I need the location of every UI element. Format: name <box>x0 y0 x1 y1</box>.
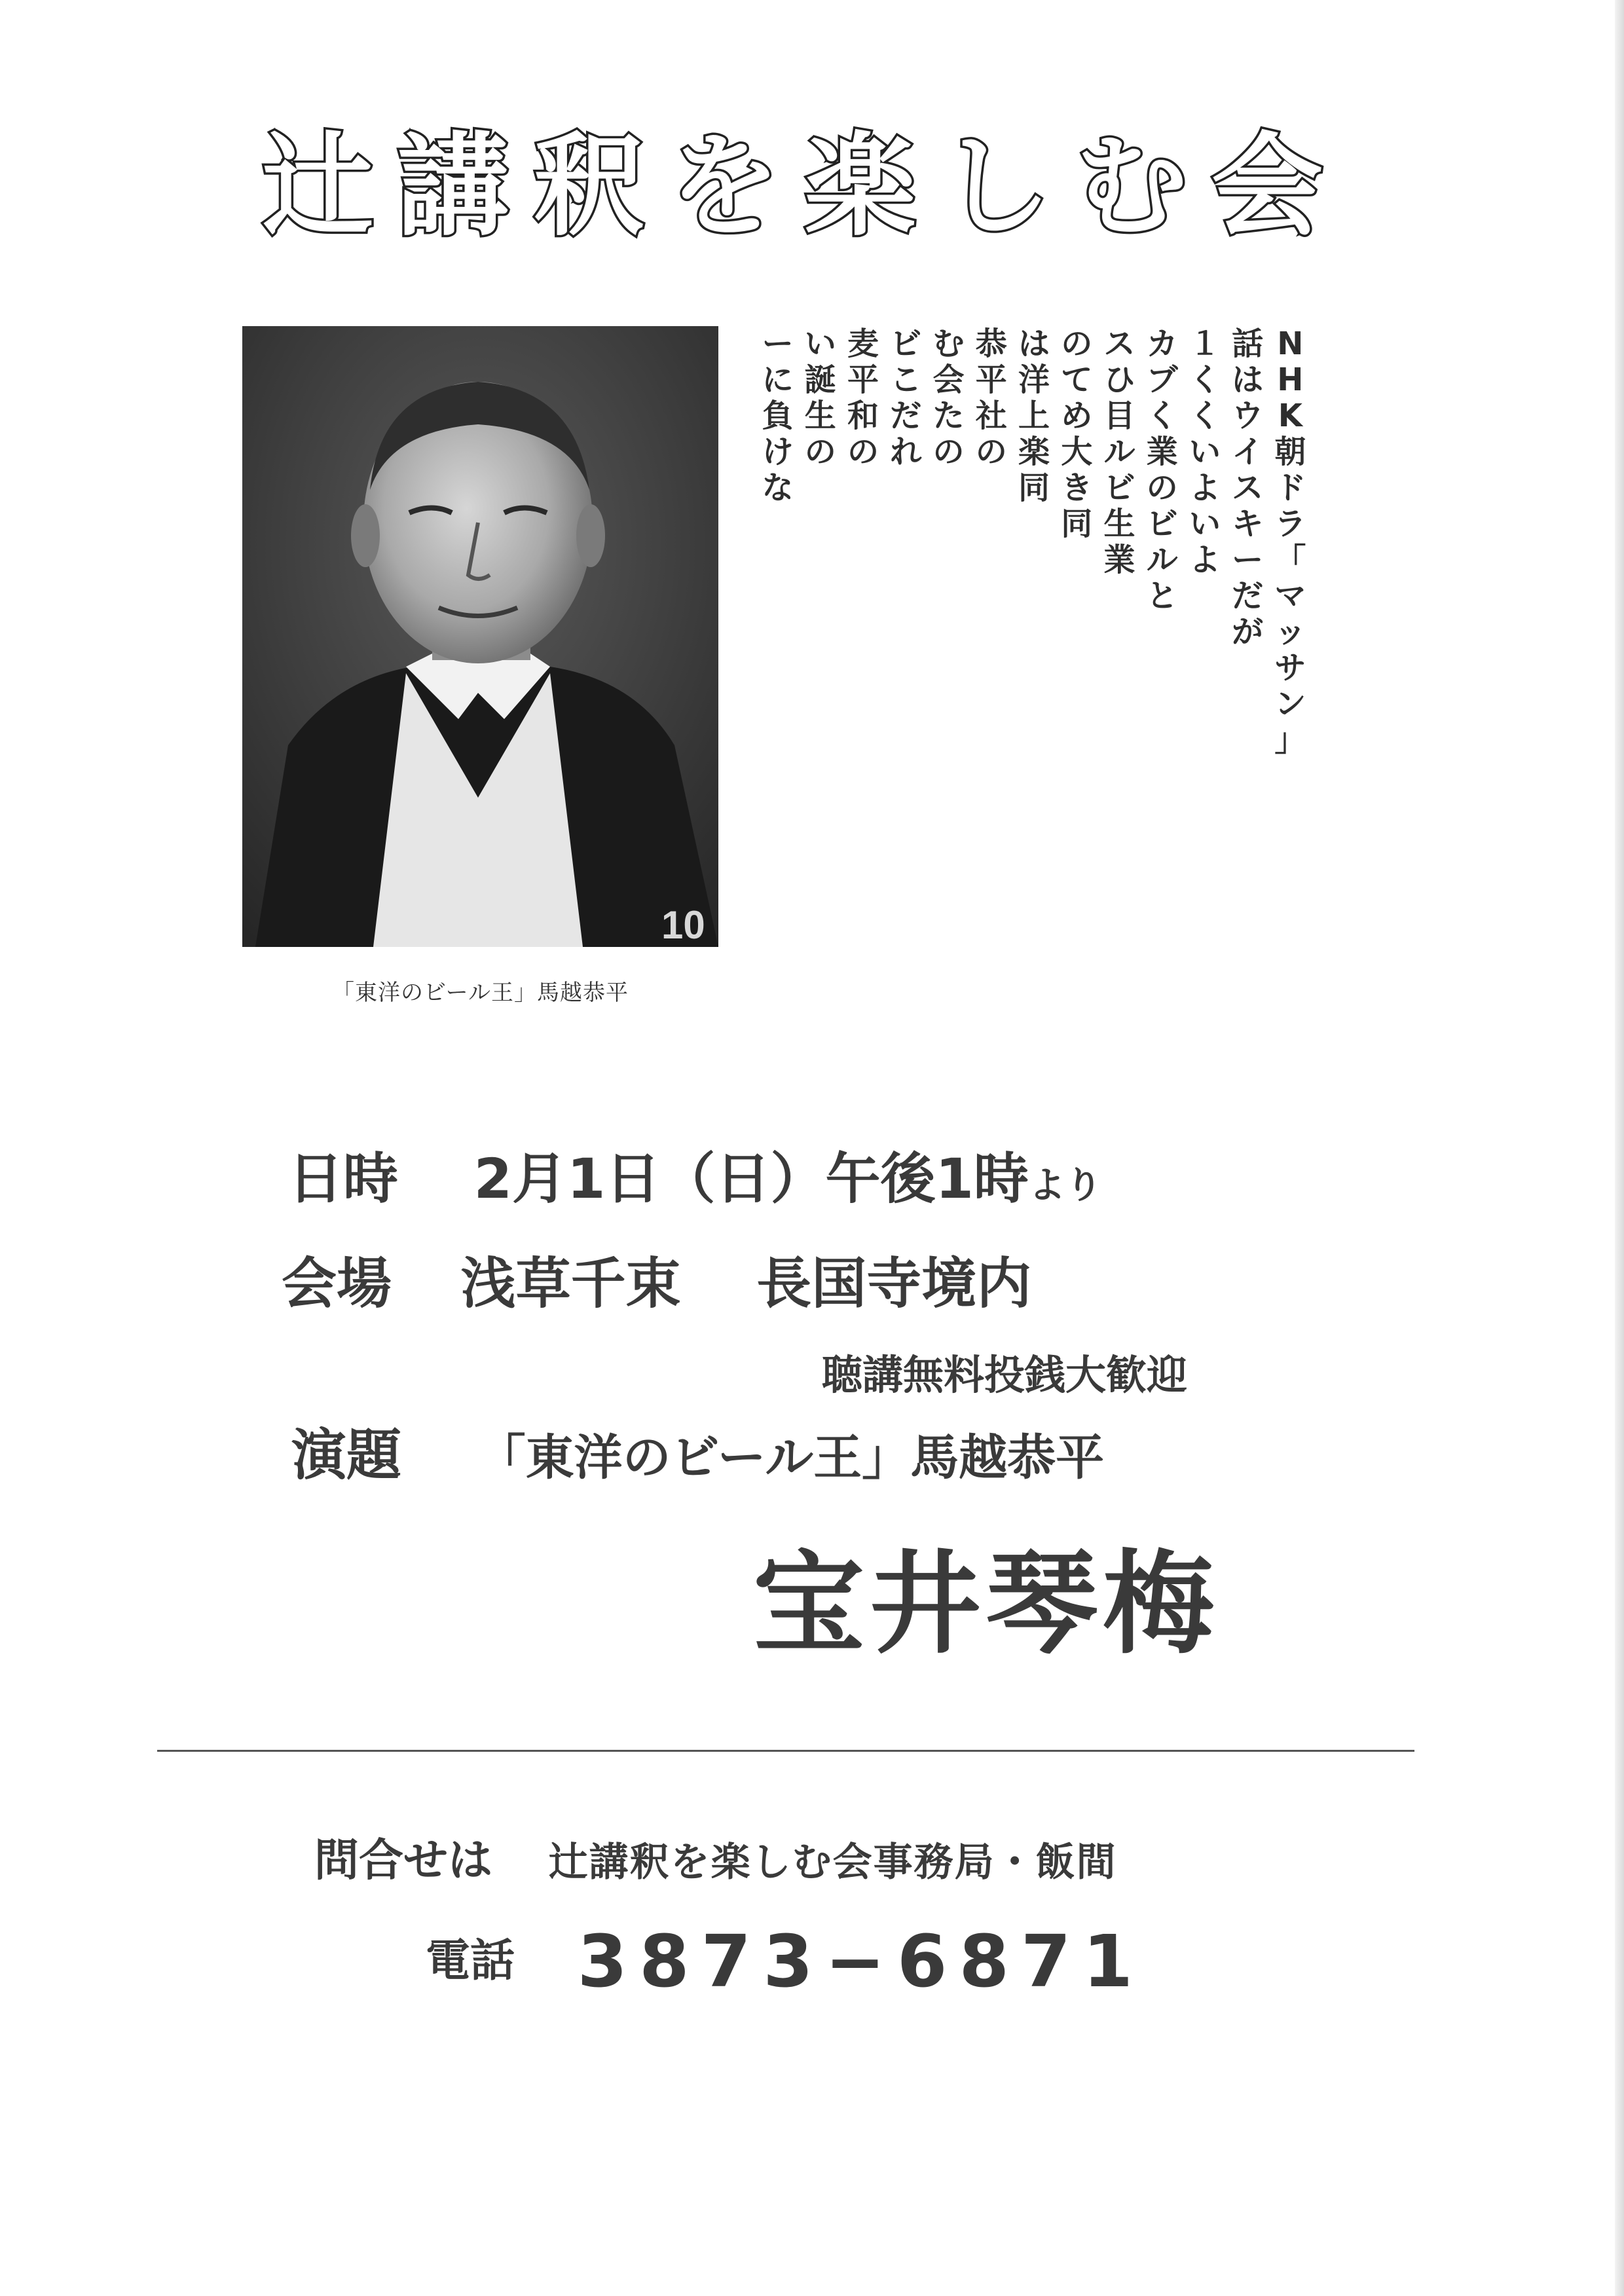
body-text-glyph: ス <box>1232 470 1264 506</box>
body-text-glyph: ブ <box>1146 361 1178 398</box>
body-text-glyph: 麦 <box>847 325 879 362</box>
title-char: 楽 <box>804 122 916 251</box>
body-text-glyph: い <box>1189 434 1221 470</box>
body-text-glyph: K <box>1278 398 1302 434</box>
performer-name: 宝井琴梅 <box>753 1540 1220 1669</box>
body-text-column <box>972 326 1010 1033</box>
body-text-glyph: ウ <box>1232 398 1264 434</box>
topic-row <box>291 1423 1105 1487</box>
body-text-glyph: 業 <box>1146 434 1178 470</box>
body-text-glyph: た <box>932 398 965 434</box>
body-text-glyph: 誕 <box>804 361 836 398</box>
body-text-glyph: ル <box>1146 542 1178 578</box>
body-text-glyph: 負 <box>762 398 794 434</box>
body-text-glyph: １ <box>1189 325 1221 362</box>
body-text-glyph: む <box>932 325 965 362</box>
date-suffix: より <box>1028 1164 1102 1207</box>
body-text-column <box>801 326 840 1033</box>
body-text-glyph: ビ <box>890 325 922 362</box>
page-title <box>262 121 1323 252</box>
body-text-column <box>887 326 925 1033</box>
body-text-glyph: よ <box>1189 470 1221 506</box>
body-text-glyph: 業 <box>1103 542 1135 578</box>
body-text-glyph: 目 <box>1103 398 1135 434</box>
body-text-glyph: は <box>1018 325 1050 362</box>
phone-label: 電話 <box>426 1935 515 1987</box>
body-text-vertical <box>758 326 1310 1033</box>
inquiry-row <box>314 1835 1117 1887</box>
body-text-glyph: N <box>1277 325 1304 362</box>
date-label: 日時 <box>288 1147 399 1211</box>
body-text-glyph: 」 <box>1274 722 1306 758</box>
date-value: 2月1日（日）午後1時 <box>473 1147 1029 1211</box>
body-text-glyph: 恭 <box>975 325 1007 362</box>
body-text-glyph: ビ <box>1146 506 1178 542</box>
photo-mark: 10 <box>661 903 705 947</box>
body-text-glyph: 話 <box>1232 325 1264 362</box>
body-text-column <box>1014 326 1053 1033</box>
body-text-glyph: よ <box>1189 542 1221 578</box>
body-text-glyph: 平 <box>847 361 879 398</box>
body-text-glyph: 社 <box>975 398 1007 434</box>
phone-row <box>426 1919 1145 2003</box>
title-char: 釈 <box>533 122 645 251</box>
body-text-glyph: 同 <box>1018 470 1050 506</box>
body-text-glyph: く <box>1146 398 1178 434</box>
date-row <box>288 1147 1102 1211</box>
topic-value: 「東洋のビール王」馬越恭平 <box>477 1430 1105 1486</box>
venue-label: 会場 <box>282 1251 392 1316</box>
body-text-glyph: 平 <box>975 361 1007 398</box>
body-text-glyph: H <box>1277 361 1304 398</box>
title-char: を <box>669 122 781 251</box>
body-text-glyph: 大 <box>1061 434 1093 470</box>
body-text-glyph: サ <box>1274 650 1306 686</box>
body-text-glyph: は <box>1232 361 1264 398</box>
body-text-column <box>1100 326 1139 1033</box>
title-char: し <box>940 122 1052 251</box>
venue-row <box>282 1251 1032 1316</box>
title-char: 講 <box>397 122 509 251</box>
venue-place: 長国寺境内 <box>756 1251 1032 1316</box>
body-text-glyph: ビ <box>1103 470 1135 506</box>
body-text-glyph: く <box>1189 361 1221 398</box>
body-text-glyph: て <box>1061 361 1093 398</box>
title-char: 辻 <box>262 122 374 251</box>
body-text-glyph: 上 <box>1018 398 1050 434</box>
body-text-glyph: こ <box>890 361 922 398</box>
body-text-glyph: け <box>762 434 794 470</box>
body-text-glyph: く <box>1189 398 1221 434</box>
body-text-glyph: の <box>975 434 1007 470</box>
body-text-glyph: 洋 <box>1018 361 1050 398</box>
body-text-glyph: い <box>1189 506 1221 542</box>
body-text-glyph: き <box>1061 470 1093 506</box>
body-text-glyph: の <box>1061 325 1093 362</box>
body-text-glyph: ド <box>1274 470 1306 506</box>
body-text-column <box>1058 326 1096 1033</box>
body-text-glyph: 「 <box>1274 542 1306 578</box>
body-text-glyph: れ <box>890 434 922 470</box>
portrait-photo <box>242 326 718 947</box>
body-text-glyph: の <box>847 434 879 470</box>
inquiry-label: 問合せは <box>314 1835 493 1887</box>
body-text-glyph: の <box>932 434 965 470</box>
body-text-column <box>1143 326 1181 1033</box>
body-text-glyph: 会 <box>932 361 965 398</box>
divider <box>157 1750 1414 1752</box>
body-text-glyph: だ <box>1232 578 1264 614</box>
photo-caption: 「東洋のビール王」馬越恭平 <box>332 980 629 1006</box>
body-text-glyph: が <box>1232 614 1264 650</box>
body-text-glyph: な <box>762 470 794 506</box>
body-text-glyph: 生 <box>804 398 836 434</box>
body-text-glyph: ラ <box>1274 506 1306 542</box>
body-text-column <box>1228 326 1267 1033</box>
body-text-glyph: ひ <box>1103 361 1135 398</box>
body-text-glyph: キ <box>1232 506 1264 542</box>
body-text-glyph: だ <box>890 398 922 434</box>
title-char: 会 <box>1211 122 1323 251</box>
body-text-glyph: 生 <box>1103 506 1135 542</box>
body-text-column <box>758 326 797 1033</box>
body-text-glyph: 朝 <box>1274 434 1306 470</box>
body-text-column <box>1271 326 1310 1033</box>
body-text-glyph: に <box>762 361 794 398</box>
body-text-glyph: ス <box>1103 325 1135 362</box>
scan-edge <box>1615 0 1624 2296</box>
venue-area: 浅草千束 <box>460 1251 681 1316</box>
body-text-glyph: 和 <box>847 398 879 434</box>
body-text-glyph: の <box>804 434 836 470</box>
phone-number: 3873−6871 <box>577 1919 1145 2003</box>
body-text-column <box>1185 326 1224 1033</box>
body-text-glyph: ー <box>762 325 794 362</box>
body-text-glyph: ー <box>1232 542 1264 578</box>
body-text-glyph: ッ <box>1274 614 1306 650</box>
body-text-column <box>843 326 882 1033</box>
body-text-glyph: カ <box>1146 325 1178 362</box>
admission-note: 聴講無料投銭大歓迎 <box>822 1351 1188 1399</box>
body-text-glyph: の <box>1146 470 1178 506</box>
title-char: む <box>1075 122 1187 251</box>
body-text-glyph: イ <box>1232 434 1264 470</box>
inquiry-value: 辻講釈を楽しむ会事務局・飯間 <box>548 1840 1117 1885</box>
body-text-glyph: 楽 <box>1018 434 1050 470</box>
body-text-glyph: い <box>804 325 836 362</box>
body-text-glyph: 同 <box>1061 506 1093 542</box>
body-text-glyph: ン <box>1274 686 1306 722</box>
topic-label: 演題 <box>291 1423 402 1487</box>
body-text-glyph: ル <box>1103 434 1135 470</box>
body-text-glyph: と <box>1146 578 1178 614</box>
body-text-column <box>929 326 968 1033</box>
body-text-glyph: め <box>1061 398 1093 434</box>
body-text-glyph: マ <box>1274 578 1306 614</box>
